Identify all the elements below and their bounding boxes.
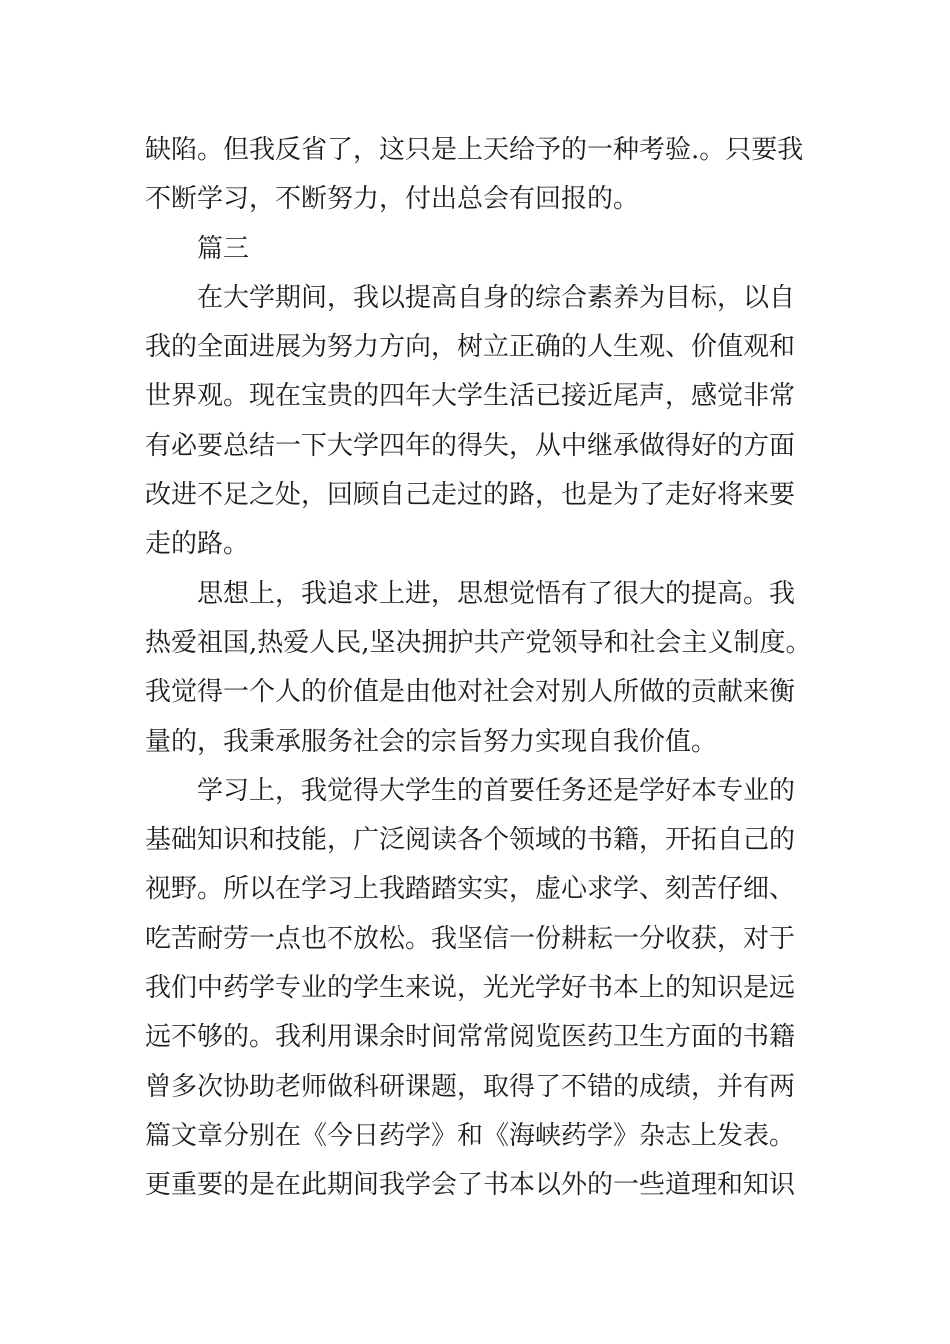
text-line: 吃苦耐劳一点也不放松。我坚信一份耕耘一分收获，对于 <box>145 923 796 954</box>
text-line: 世界观。现在宝贵的四年大学生活已接近尾声，感觉非常 <box>145 381 796 412</box>
text-line: 学习上，我觉得大学生的首要任务还是学好本专业的 <box>197 775 796 806</box>
text-line: 缺陷。但我反省了，这只是上天给予的一种考验.。只要我 <box>145 135 804 165</box>
section-heading: 篇三 <box>197 233 250 264</box>
text-line: 视野。所以在学习上我踏踏实实，虚心求学、刻苦仔细、 <box>145 874 796 905</box>
text-line: 走的路。 <box>145 529 250 560</box>
text-line: 我的全面进展为努力方向，树立正确的人生观、价值观和 <box>145 332 796 363</box>
text-line: 在大学期间，我以提高自身的综合素养为目标，以自 <box>197 282 796 313</box>
text-line: 基础知识和技能，广泛阅读各个领域的书籍，开拓自己的 <box>145 825 796 856</box>
text-line: 远不够的。我利用课余时间常常阅览医药卫生方面的书籍 <box>145 1022 796 1053</box>
text-line: 思想上，我追求上进，思想觉悟有了很大的提高。我 <box>197 578 796 609</box>
document-body <box>145 126 815 1211</box>
text-line: 有必要总结一下大学四年的得失，从中继承做得好的方面 <box>145 430 796 461</box>
text-line: 更重要的是在此期间我学会了书本以外的一些道理和知识 <box>145 1170 796 1201</box>
text-line: 不断学习，不断努力，付出总会有回报的。 <box>145 184 640 215</box>
text-line: 我们中药学专业的学生来说，光光学好书本上的知识是远 <box>145 973 796 1004</box>
text-line: 篇文章分别在《今日药学》和《海峡药学》杂志上发表。 <box>145 1120 796 1151</box>
text-line: 我觉得一个人的价值是由他对社会对别人所做的贡献来衡 <box>145 677 796 708</box>
text-line: 量的，我秉承服务社会的宗旨努力实现自我价值。 <box>145 726 718 757</box>
text-line: 热爱祖国,热爱人民,坚决拥护共产党领导和社会主义制度。 <box>145 627 812 658</box>
text-line: 改进不足之处，回顾自己走过的路，也是为了走好将来要 <box>145 480 796 511</box>
text-line: 曾多次协助老师做科研课题，取得了不错的成绩，并有两 <box>145 1071 796 1102</box>
